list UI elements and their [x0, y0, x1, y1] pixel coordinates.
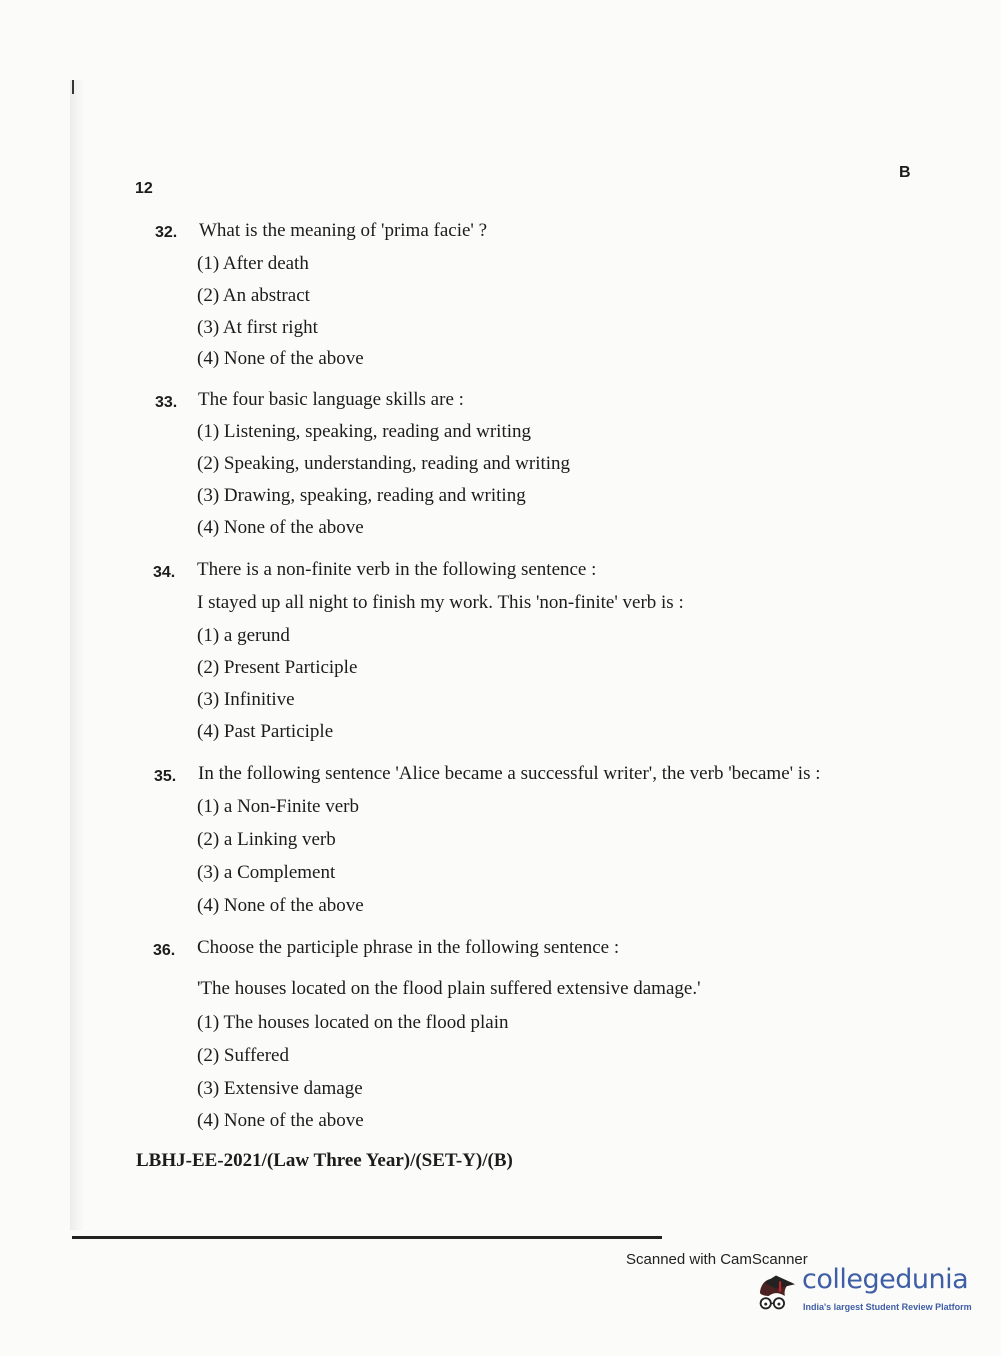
option: (4) Past Participle [197, 721, 334, 742]
option: (4) None of the above [197, 348, 364, 369]
option: (2) Speaking, understanding, reading and writing [197, 453, 571, 474]
question-number: 34. [153, 564, 176, 581]
collegedunia-logo: collegedunia [802, 1264, 969, 1295]
option: (3) Extensive damage [197, 1078, 363, 1099]
collegedunia-tagline: India's largest Student Review Platform [803, 1302, 972, 1312]
option: (1) The houses located on the flood plain [197, 1012, 509, 1033]
question-number: 36. [153, 942, 176, 959]
collegedunia-mascot-icon [754, 1274, 798, 1318]
option: (3) a Complement [197, 862, 336, 883]
set-letter: B [899, 164, 911, 181]
option: (2) a Linking verb [197, 829, 336, 850]
question-text: The four basic language skills are : [198, 389, 464, 410]
option: (1) After death [197, 253, 309, 274]
question-number: 35. [154, 768, 177, 785]
scan-mark [72, 80, 74, 94]
question-text-line2: I stayed up all night to finish my work. This 'non-finite' verb is : [197, 592, 684, 613]
question-text: What is the meaning of 'prima facie' ? [199, 220, 488, 241]
scan-edge-shadow [70, 80, 84, 1230]
option: (1) a gerund [197, 625, 290, 646]
question-number: 33. [155, 394, 178, 411]
option: (2) Suffered [197, 1045, 289, 1066]
page-bottom-edge [72, 1236, 662, 1239]
page-number: 12 [135, 180, 153, 197]
option: (4) None of the above [197, 517, 364, 538]
question-number: 32. [155, 224, 178, 241]
option: (1) Listening, speaking, reading and writing [197, 421, 532, 442]
option: (1) a Non-Finite verb [197, 796, 359, 817]
footer-code: LBHJ-EE-2021/(Law Three Year)/(SET-Y)/(B) [136, 1150, 513, 1171]
option: (4) None of the above [197, 895, 364, 916]
option: (3) At first right [197, 317, 318, 338]
option: (3) Infinitive [197, 689, 295, 710]
option: (2) Present Participle [197, 657, 358, 678]
question-text: Choose the participle phrase in the following sentence : [197, 937, 620, 958]
question-text: There is a non-finite verb in the following sentence : [197, 559, 597, 580]
scanner-watermark: Scanned with CamScanner [626, 1251, 808, 1268]
option: (3) Drawing, speaking, reading and writing [197, 485, 526, 506]
question-text: In the following sentence 'Alice became a successful writer', the verb 'became' is : [198, 763, 821, 784]
option: (4) None of the above [197, 1110, 364, 1131]
question-text-line2: 'The houses located on the flood plain suffered extensive damage.' [197, 978, 701, 999]
option: (2) An abstract [197, 285, 310, 306]
